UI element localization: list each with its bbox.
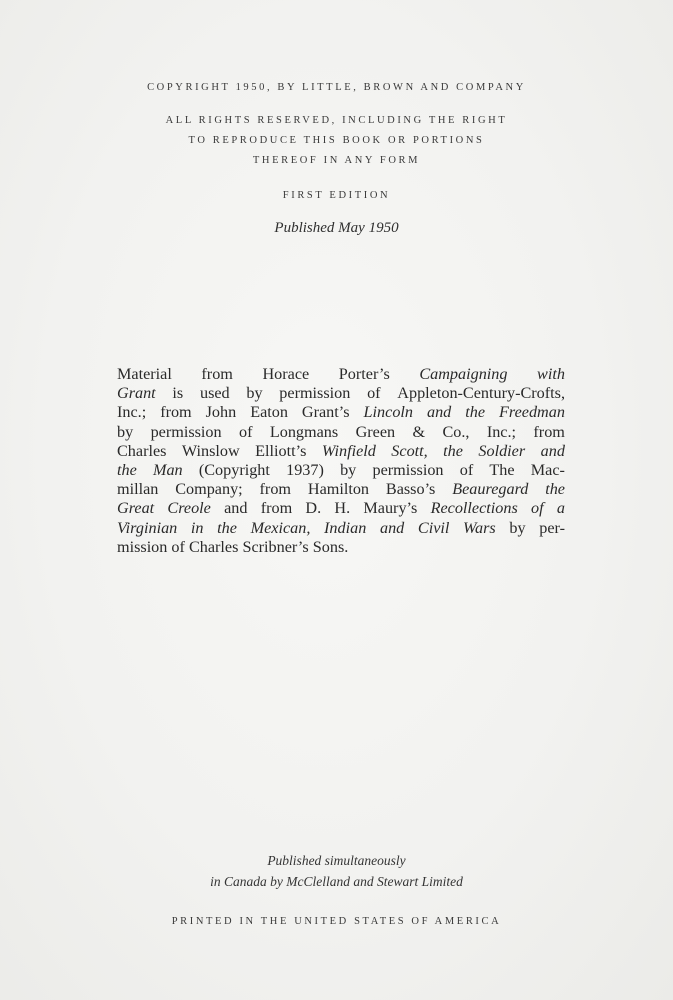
- word: Mexican,: [250, 518, 311, 537]
- rights-line: TO REPRODUCE THIS BOOK OR PORTIONS: [188, 135, 485, 146]
- word: Inc.;: [117, 403, 147, 422]
- word: Scribner’s: [242, 537, 309, 556]
- permissions-paragraph: [117, 365, 565, 557]
- paragraph-line: [117, 538, 565, 557]
- paragraph-line: [117, 384, 565, 403]
- word: the: [217, 518, 237, 537]
- paragraph-line: [117, 403, 565, 422]
- paragraph-line: [117, 480, 565, 499]
- word: Appleton-Century-Crofts,: [397, 384, 565, 403]
- canada-line: in Canada by McClelland and Stewart Limited: [210, 874, 463, 889]
- word: Freedman: [498, 403, 565, 422]
- word: Soldier: [478, 441, 526, 460]
- word: H.: [334, 499, 351, 518]
- word: Hamilton: [307, 480, 370, 499]
- paragraph-line: [117, 461, 565, 480]
- word: from: [259, 480, 292, 499]
- word: Maury’s: [363, 499, 418, 518]
- word: Co.,: [442, 422, 470, 441]
- word: Campaigning: [419, 365, 508, 383]
- word: of: [238, 422, 253, 441]
- word: per-: [539, 518, 565, 537]
- word: Company;: [175, 480, 243, 499]
- word: millan: [117, 480, 159, 499]
- paragraph-line: [117, 423, 565, 442]
- word: of: [171, 537, 185, 556]
- canada-line: Published simultaneously: [267, 853, 406, 868]
- word: by: [509, 518, 526, 537]
- word: the: [117, 461, 137, 480]
- word: Winslow: [181, 441, 240, 460]
- edition-line: FIRST EDITION: [282, 190, 391, 201]
- word: by: [340, 461, 357, 480]
- word: Great: [117, 499, 155, 518]
- word: from: [260, 499, 293, 518]
- word: by: [117, 422, 134, 441]
- word: and: [224, 499, 248, 518]
- word: of: [531, 499, 544, 518]
- word: Green: [355, 422, 396, 441]
- word: permission: [150, 422, 222, 441]
- word: Recollections: [430, 499, 518, 518]
- word: D.: [305, 499, 322, 518]
- word: and: [426, 403, 452, 422]
- printed-in-line: PRINTED IN THE UNITED STATES OF AMERICA: [171, 916, 502, 927]
- word: Porter’s: [338, 365, 390, 383]
- show-through-ghost: [150, 270, 570, 340]
- word: Charles: [117, 441, 167, 460]
- word: from: [160, 403, 192, 422]
- word: Sons.: [312, 537, 349, 556]
- rights-line: THEREOF IN ANY FORM: [252, 155, 421, 166]
- word: Lincoln: [363, 403, 414, 422]
- word: The: [489, 461, 515, 480]
- word: and: [540, 441, 565, 460]
- word: Scott,: [391, 441, 428, 460]
- word: permission: [372, 461, 444, 480]
- word: Basso’s: [385, 480, 436, 499]
- word: Indian: [324, 518, 367, 537]
- paragraph-line: [117, 365, 565, 384]
- rights-reserved-block: [0, 111, 673, 171]
- word: Elliott’s: [255, 441, 307, 460]
- word: with: [537, 365, 565, 383]
- canada-publication-note: [0, 850, 673, 892]
- word: Material: [117, 365, 172, 383]
- word: &: [412, 422, 426, 441]
- word: Winfield: [321, 441, 376, 460]
- word: Grant’s: [301, 403, 350, 422]
- word: is: [172, 384, 184, 403]
- word: from: [533, 422, 565, 441]
- word: the: [545, 480, 565, 499]
- paragraph-line: [117, 442, 565, 461]
- word: Mac-: [530, 461, 565, 480]
- word: Inc.;: [486, 422, 517, 441]
- word: mission: [117, 537, 168, 556]
- word: from: [201, 365, 233, 383]
- paragraph-line: [117, 519, 565, 538]
- word: Creole: [167, 499, 211, 518]
- word: Grant: [117, 384, 156, 403]
- word: the: [443, 441, 463, 460]
- published-date: Published May 1950: [274, 220, 399, 236]
- word: used: [199, 384, 230, 403]
- word: a: [556, 499, 565, 518]
- word: permission: [279, 384, 351, 403]
- word: Virginian: [117, 518, 178, 537]
- word: Longmans: [269, 422, 339, 441]
- word: of: [367, 384, 381, 403]
- word: in: [190, 518, 204, 537]
- word: 1937): [286, 461, 324, 480]
- paragraph-line: [117, 499, 565, 518]
- word: and: [379, 518, 405, 537]
- word: Horace: [262, 365, 310, 383]
- word: John: [205, 403, 237, 422]
- copyright-line: COPYRIGHT 1950, BY LITTLE, BROWN AND COMPANY: [147, 82, 526, 93]
- word: Charles: [188, 537, 239, 556]
- word: (Copyright: [198, 461, 270, 480]
- word: Civil: [417, 518, 450, 537]
- word: Wars: [463, 518, 496, 537]
- word: by: [246, 384, 263, 403]
- word: Man: [152, 461, 183, 480]
- word: Beauregard: [452, 480, 529, 499]
- word: Eaton: [250, 403, 288, 422]
- rights-line: ALL RIGHTS RESERVED, INCLUDING THE RIGHT: [165, 115, 508, 126]
- word: of: [459, 461, 474, 480]
- word: the: [465, 403, 486, 422]
